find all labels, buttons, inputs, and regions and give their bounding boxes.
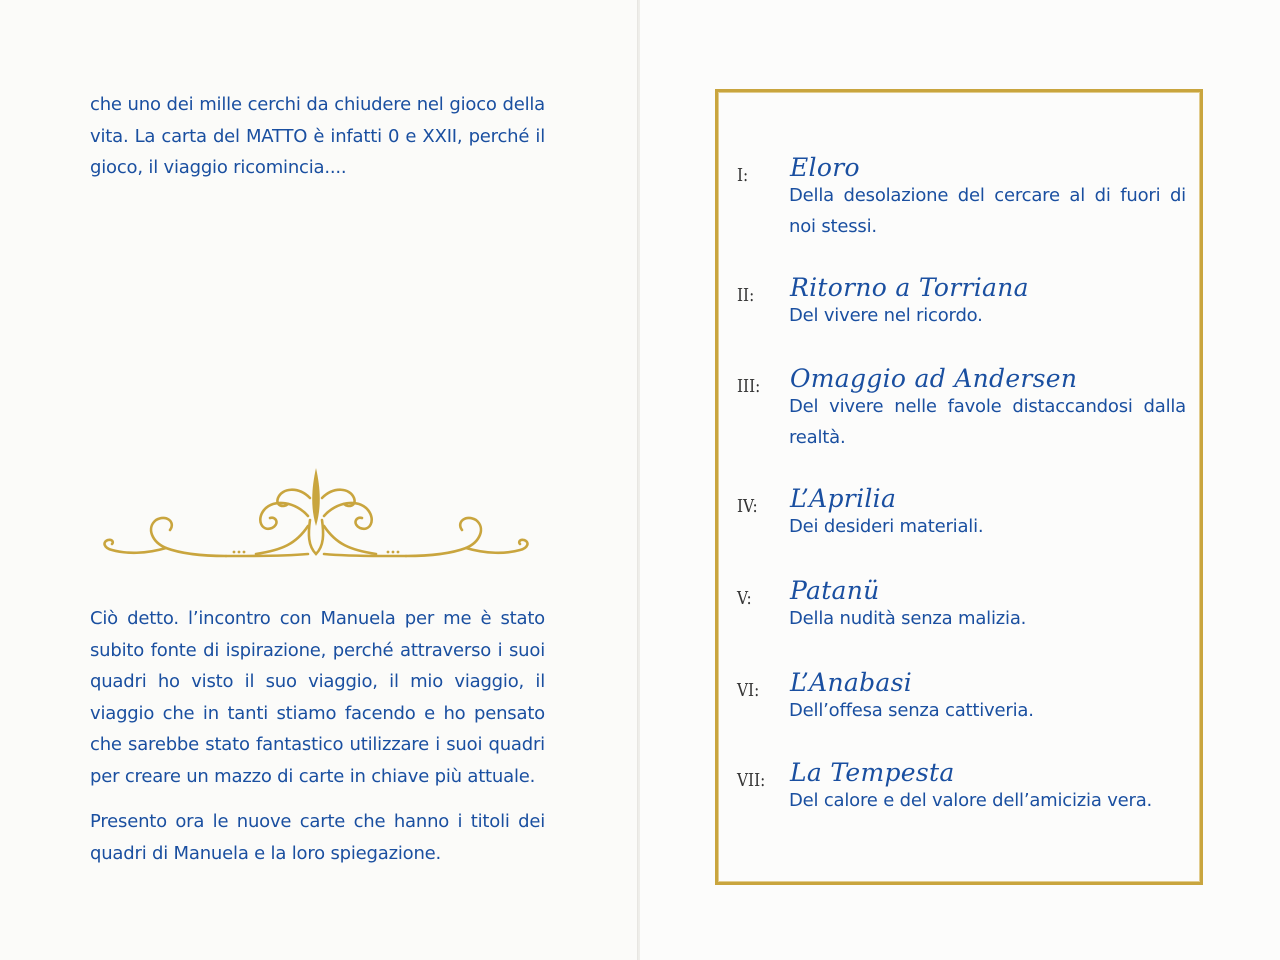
entry-description: Dell’offesa senza cattiveria.: [789, 700, 1034, 721]
paragraph-middle: Ciò detto. l’incontro con Manuela per me è stato subito fonte di ispirazione, perché attraverso i suoi quadri ho visto il suo viaggio, il mio viaggio, il viaggio che in tanti stiamo facendo e ho pensato che sarebbe stato fantastico utilizzare i suoi quadri per creare un mazzo di carte in chiave più attuale.: [90, 608, 545, 787]
entry-numeral: III:: [737, 376, 761, 397]
entry-title: La Tempesta: [790, 758, 955, 787]
entry-description: Della nudità senza malizia.: [789, 608, 1027, 629]
entry-numeral: VI:: [737, 680, 760, 701]
entry-description: Dei desideri materiali.: [789, 516, 984, 537]
entry-title: Patanü: [790, 576, 880, 605]
entry-description: Del calore e del valore dell’amicizia vera.: [789, 790, 1153, 811]
entry-description: Del vivere nelle favole distaccandosi dalla realtà.: [789, 396, 1186, 448]
entry-numeral: V:: [737, 588, 752, 609]
entry-numeral: II:: [737, 285, 755, 306]
entry-numeral: IV:: [737, 496, 758, 517]
entry-title: Ritorno a Torriana: [790, 273, 1029, 302]
entry-numeral: VII:: [737, 770, 766, 791]
entry-numeral: I:: [737, 165, 749, 186]
entry-description: Della desolazione del cercare al di fuori di noi stessi.: [789, 185, 1186, 237]
entry-title: Eloro: [790, 153, 860, 182]
gold-flourish-ornament: [96, 462, 536, 570]
entry-title: L’Aprilia: [790, 484, 897, 513]
paragraph-top: che uno dei mille cerchi da chiudere nel gioco della vita. La carta del MATTO è infatti 0 e XXII, perché il gioco, il viaggio ricomincia....: [90, 94, 545, 178]
left-page: [0, 0, 638, 960]
paragraph-bottom: Presento ora le nuove carte che hanno i titoli dei quadri di Manuela e la loro spiegazione.: [90, 811, 545, 864]
gold-frame: [715, 89, 1203, 885]
entry-title: L’Anabasi: [790, 668, 913, 697]
entry-title: Omaggio ad Andersen: [790, 364, 1078, 393]
entry-description: Del vivere nel ricordo.: [789, 305, 983, 326]
